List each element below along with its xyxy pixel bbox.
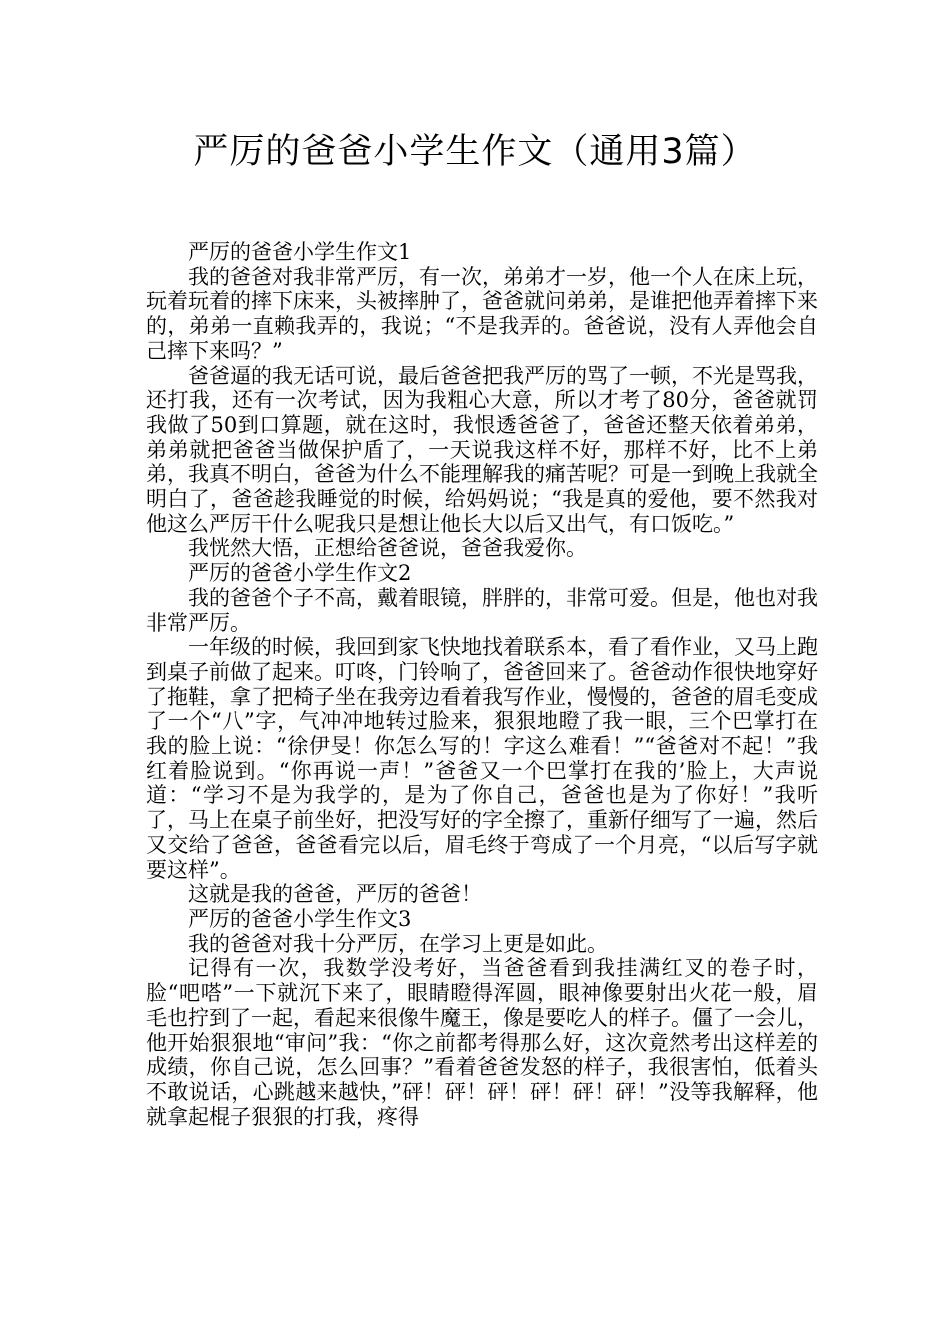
paragraph: 我恍然大悟，正想给爸爸说，爸爸我爱你。 (188, 536, 587, 561)
paragraph: 我的爸爸个子不高，戴着眼镜，胖胖的，非常可爱。但是，他也对我非常严厉。 (146, 585, 818, 635)
section-heading: 严厉的爸爸小学生作文3 (188, 906, 412, 931)
paragraph: 记得有一次，我数学没考好，当爸爸看到我挂满红叉的卷子时，脸“吧嗒”一下就沉下来了，眼睛瞪得浑圆，眼神像要射出火花一般，眉毛也拧到了一起，看起来很像牛魔王，像是要吃人的样子。僵了一会儿，他开始狠狠地“审问”我：“你之前都考得那么好，这次竟然考出这样差的成绩，你自己说，怎么回事？”看着爸爸发怒的样子，我很害怕，低着头不敢说话，心跳越来越快，”砰！砰！砰！砰！砰！砰！”没等我解释，他就拿起棍子狠狠的打我，疼得 (146, 956, 818, 1129)
section-heading: 严厉的爸爸小学生作文2 (188, 561, 412, 586)
paragraph: 一年级的时候，我回到家飞快地找着联系本，看了看作业，又马上跑到桌子前做了起来。叮咚，门铃响了，爸爸回来了。爸爸动作很快地穿好了拖鞋，拿了把椅子坐在我旁边看着我写作业，慢慢的，爸爸的眉毛变成了一个“八”字，气冲冲地转过脸来，狠狠地瞪了我一眼，三个巴掌打在我的脸上说：“徐伊旻！你怎么写的！字这么难看！”“爸爸对不起！”我红着脸说到。“你再说一声！”爸爸又一个巴掌打在我的’脸上，大声说道：“学习不是为我学的，是为了你自己，爸爸也是为了你好！”我听了，马上在桌子前坐好，把没写好的字全擦了，重新仔细写了一遍，然后又交给了爸爸，爸爸看完以后，眉毛终于弯成了一个月亮，“以后写字就要这样”。 (146, 635, 818, 882)
section-heading: 严厉的爸爸小学生作文1 (188, 240, 412, 264)
paragraph: 我的爸爸对我十分严厉，在学习上更是如此。 (188, 931, 608, 956)
document-title: 严厉的爸爸小学生作文（通用3篇） (193, 132, 757, 172)
paragraph: 爸爸逼的我无话可说，最后爸爸把我严厉的骂了一顿，不光是骂我，还打我，还有一次考试，因为我粗心大意，所以才考了80分，爸爸就罚我做了50到口算题，就在这时，我恨透爸爸了，爸爸还整天依着弟弟，弟弟就把爸爸当做保护盾了，一天说我这样不好，那样不好，比不上弟弟，我真不明白，爸爸为什么不能理解我的痛苦呢？可是一到晚上我就全明白了，爸爸趁我睡觉的时候，给妈妈说；“我是真的爱他，要不然我对他这么严厉干什么呢我只是想让他长大以后又出气，有口饭吃。” (146, 363, 818, 536)
paragraph: 我的爸爸对我非常严厉，有一次，弟弟才一岁，他一个人在床上玩，玩着玩着的摔下床来，头被摔肿了，爸爸就问弟弟，是谁把他弄着摔下来的，弟弟一直赖我弄的，我说；“不是我弄的。爸爸说，没有人弄他会自己摔下来吗？” (146, 264, 818, 363)
paragraph: 这就是我的爸爸，严厉的爸爸！ (188, 882, 482, 907)
document-body (146, 240, 818, 1129)
